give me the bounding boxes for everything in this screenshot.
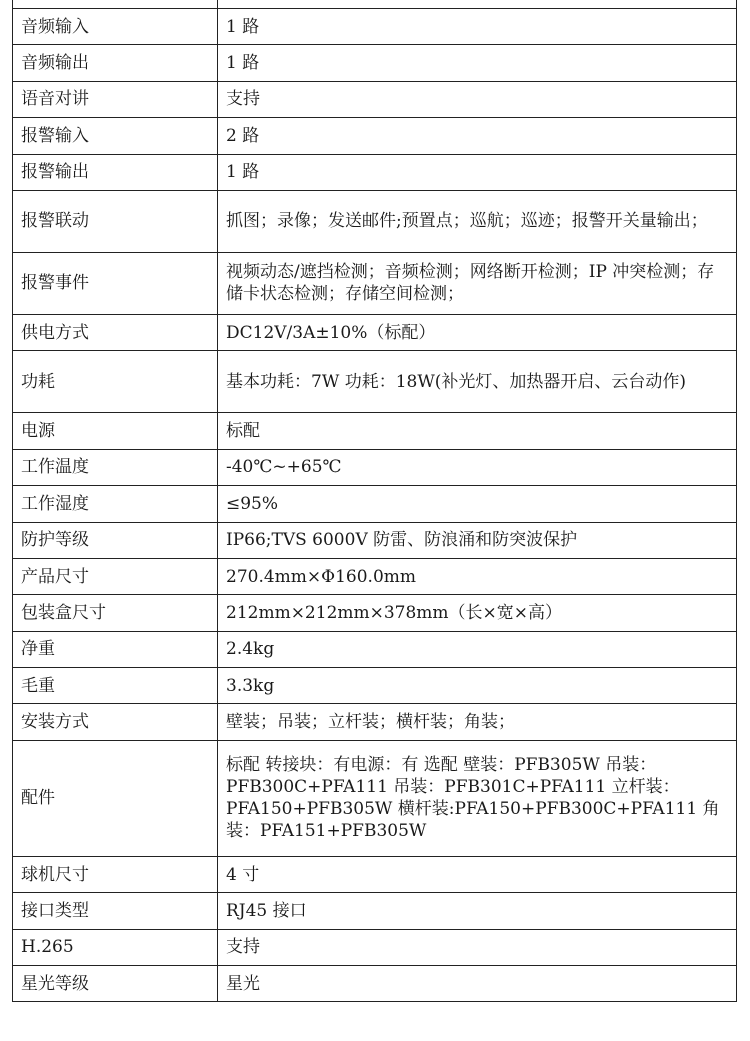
spec-value: 星光: [218, 966, 737, 1002]
spec-label: 球机尺寸: [13, 856, 218, 892]
table-row: [13, 595, 737, 631]
spec-value: 1 路: [218, 9, 737, 45]
spec-value: -40℃~+65℃: [218, 449, 737, 485]
spec-label: 毛重: [13, 668, 218, 704]
spec-value: 3.3kg: [218, 668, 737, 704]
table-row: [13, 314, 737, 350]
spec-value: 1 路: [218, 45, 737, 81]
table-row: [13, 154, 737, 190]
spec-label: 报警事件: [13, 252, 218, 314]
spec-value: 支持: [218, 81, 737, 117]
spec-label: 音频输入: [13, 9, 218, 45]
spec-value: RJ45 接口: [218, 893, 737, 929]
spec-label: 供电方式: [13, 314, 218, 350]
spec-label: 星光等级: [13, 966, 218, 1002]
spec-value: 标配: [218, 413, 737, 449]
spec-value: 支持: [218, 929, 737, 965]
spec-label: 配件: [13, 740, 218, 856]
table-row: [13, 118, 737, 154]
spec-label: 语音对讲: [13, 81, 218, 117]
spec-value: 1 路: [218, 154, 737, 190]
table-row: [13, 9, 737, 45]
table-row: [13, 856, 737, 892]
table-row: [13, 351, 737, 413]
spec-label: 报警输入: [13, 118, 218, 154]
spec-label: [13, 0, 218, 9]
table-row: [13, 893, 737, 929]
spec-value: ≤95%: [218, 486, 737, 522]
spec-value: 抓图；录像；发送邮件;预置点；巡航；巡迹；报警开关量输出；: [218, 190, 737, 252]
spec-value: 270.4mm×Φ160.0mm: [218, 558, 737, 594]
spec-label: 包装盒尺寸: [13, 595, 218, 631]
table-row: [13, 740, 737, 856]
spec-value: 4 寸: [218, 856, 737, 892]
spec-value: 视频动态/遮挡检测；音频检测；网络断开检测；IP 冲突检测；存储卡状态检测；存储空间检测；: [218, 252, 737, 314]
spec-label: 接口类型: [13, 893, 218, 929]
spec-value: 2.4kg: [218, 631, 737, 667]
table-row: [13, 413, 737, 449]
table-row: [13, 449, 737, 485]
spec-label: 安装方式: [13, 704, 218, 740]
spec-value: 壁装；吊装；立杆装；横杆装；角装；: [218, 704, 737, 740]
spec-label: H.265: [13, 929, 218, 965]
spec-label: 净重: [13, 631, 218, 667]
spec-table: [12, 0, 737, 1002]
table-row: [13, 81, 737, 117]
table-row: [13, 704, 737, 740]
spec-label: 防护等级: [13, 522, 218, 558]
spec-label: 电源: [13, 413, 218, 449]
spec-value: DC12V/3A±10%（标配）: [218, 314, 737, 350]
spec-value: [218, 0, 737, 9]
table-row: [13, 631, 737, 667]
table-row: [13, 668, 737, 704]
spec-value: 基本功耗：7W 功耗：18W(补光灯、加热器开启、云台动作): [218, 351, 737, 413]
spec-label: 产品尺寸: [13, 558, 218, 594]
table-row: [13, 45, 737, 81]
table-row: [13, 190, 737, 252]
table-row: [13, 929, 737, 965]
table-row: [13, 486, 737, 522]
table-row: [13, 966, 737, 1002]
spec-value: 212mm×212mm×378mm（长×宽×高）: [218, 595, 737, 631]
table-row: [13, 522, 737, 558]
spec-label: 报警联动: [13, 190, 218, 252]
spec-label: 工作温度: [13, 449, 218, 485]
table-row: [13, 558, 737, 594]
spec-label: 报警输出: [13, 154, 218, 190]
table-row: [13, 0, 737, 9]
table-row: [13, 252, 737, 314]
spec-value: IP66;TVS 6000V 防雷、防浪涌和防突波保护: [218, 522, 737, 558]
spec-value: 2 路: [218, 118, 737, 154]
spec-label: 音频输出: [13, 45, 218, 81]
spec-value: 标配 转接块：有电源：有 选配 壁装：PFB305W 吊装：PFB300C+PFA111 吊装：PFB301C+PFA111 立杆装：PFA150+PFB305W 横杆装:PFA150+PFB300C+PFA111 角装：PFA151+PFB305W: [218, 740, 737, 856]
spec-label: 工作湿度: [13, 486, 218, 522]
spec-label: 功耗: [13, 351, 218, 413]
